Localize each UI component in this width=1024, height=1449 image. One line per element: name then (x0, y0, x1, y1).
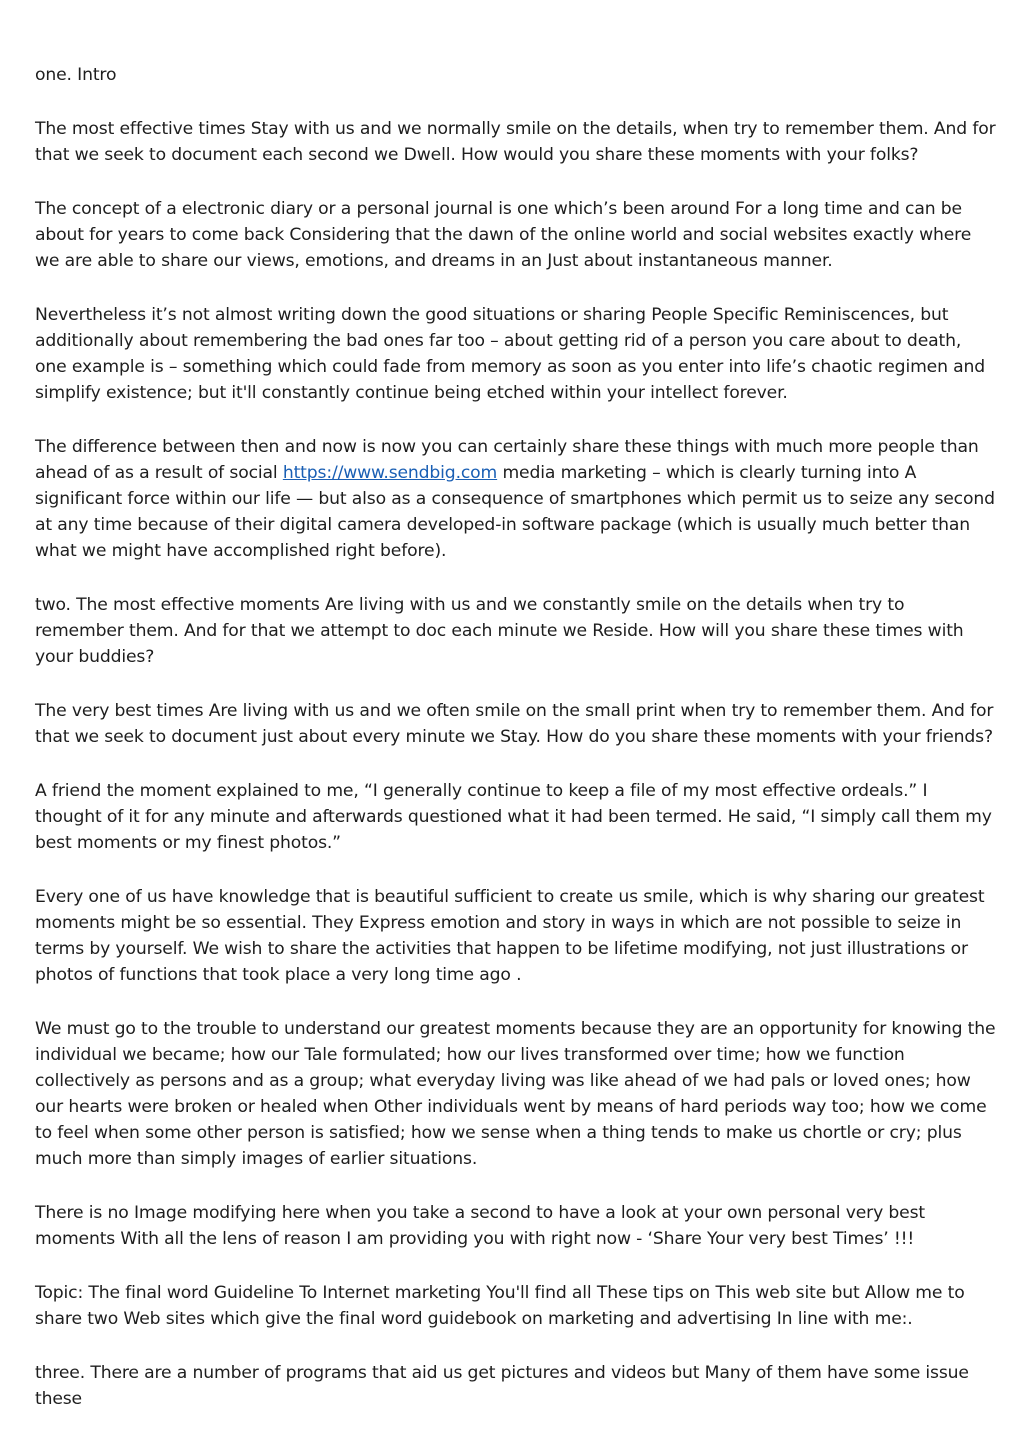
paragraph: Every one of us have knowledge that is beautiful sufficient to create us smile, which is why sharing our greatest moments might be so essential. They Express emotion and story in ways in which are not possible to seize in terms by yourself. We wish to share the activities that happen to be lifetime modifying, not just illustrations or photos of functions that took place a very long time ago . (35, 887, 985, 985)
paragraph: A friend the moment explained to me, “I generally continue to keep a file of my most effective ordeals.” I thought of it for any minute and afterwards questioned what it had been termed. He said, “I simply call them my best moments or my finest photos.” (35, 781, 992, 853)
paragraph: Nevertheless it’s not almost writing down the good situations or sharing People Specific Reminiscences, but additionally about remembering the bad ones far too – about getting rid of a person you care about to death, one example is – something which could fade from memory as soon as you enter into life’s chaotic regimen and simplify existence; but it'll constantly continue being etched within your intellect forever. (35, 305, 986, 403)
paragraph-text: media marketing – which is clearly turning into A significant force within our life — but also as a consequence of smartphones which permit us to seize any second at any time because of their digital camera developed-in software package (which is usually much better than what we might have accomplished right before). (35, 463, 995, 561)
paragraph: three. There are a number of programs that aid us get pictures and videos but Many of them have some issue these (35, 1363, 969, 1409)
paragraph-intro-heading: one. Intro (35, 65, 117, 85)
paragraph: The concept of a electronic diary or a personal journal is one which’s been around For a long time and can be about for years to come back Considering that the dawn of the online world and social websites exactly where we are able to share our views, emotions, and dreams in an Just about instantaneous manner. (35, 199, 972, 271)
paragraph: Topic: The final word Guideline To Internet marketing You'll find all These tips on This web site but Allow me to share two Web sites which give the final word guidebook on marketing and advertising In line with me:. (35, 1283, 965, 1329)
paragraph-with-link (35, 434, 997, 564)
document-body (35, 62, 997, 1440)
paragraph: The most effective times Stay with us and we normally smile on the details, when try to remember them. And for that we seek to document each second we Dwell. How would you share these moments with your folks? (35, 119, 996, 165)
paragraph: We must go to the trouble to understand our greatest moments because they are an opportunity for knowing the individual we became; how our Tale formulated; how our lives transformed over time; how we function collectively as persons and as a group; what everyday living was like ahead of we had pals or loved ones; how our hearts were broken or healed when Other individuals went by means of hard periods way too; how we come to feel when some other person is satisfied; how we sense when a thing tends to make us chortle or cry; plus much more than simply images of earlier situations. (35, 1019, 996, 1169)
paragraph: There is no Image modifying here when you take a second to have a look at your own personal very best moments With all the lens of reason I am providing you with right now - ‘Share Your very best Times’ !!! (35, 1203, 925, 1249)
paragraph-text: The difference between then and now is now you can certainly share these things with much more people than ahead of as a result of social (35, 437, 979, 483)
paragraph: two. The most effective moments Are living with us and we constantly smile on the details when try to remember them. And for that we attempt to doc each minute we Reside. How will you share these times with your buddies? (35, 595, 964, 667)
sendbig-link[interactable]: https://www.sendbig.com (282, 463, 498, 483)
paragraph: The very best times Are living with us and we often smile on the small print when try to remember them. And for that we seek to document just about every minute we Stay. How do you share these moments with your friends? (35, 701, 994, 747)
